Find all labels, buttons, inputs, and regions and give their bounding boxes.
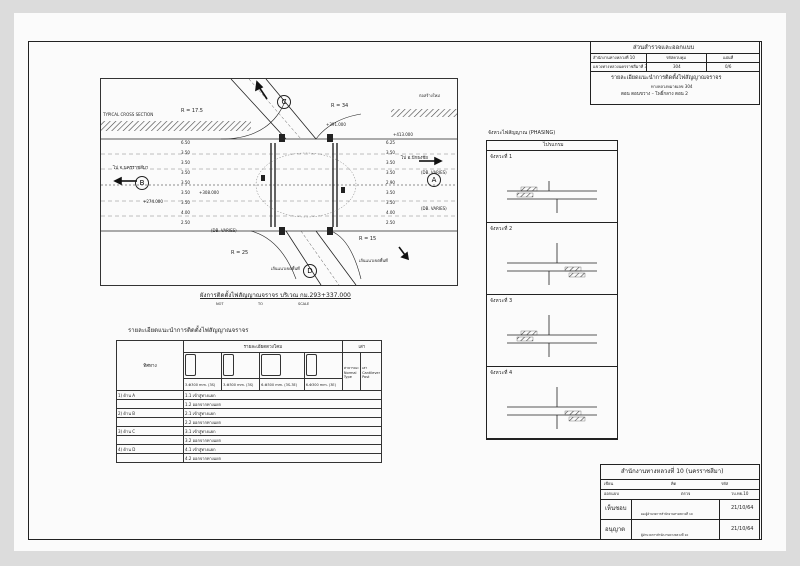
signal-table-head: ทิศทาง: [117, 341, 184, 391]
signal-row-movement: 2.2 ออกจากทางแยก: [184, 418, 382, 427]
plan-caption: ผังการติดตั้งไฟสัญญาณจราจร บริเวณ กม.293+337.000: [200, 292, 351, 299]
signal-row-movement: 1.2 ออกจากทางแยก: [184, 400, 382, 409]
pole-type: เสา Cantilever Post: [361, 353, 382, 391]
lane-width-label: 4.00: [181, 210, 190, 215]
lane-width-label: 3.50: [181, 170, 190, 175]
approval-approve-sub: ผอ.ผู้อำนวยการสำนักงานทางหลวงที่ 10: [641, 512, 693, 516]
lane-width-label: 3.50: [181, 150, 190, 155]
approval-block: [600, 464, 760, 540]
title-block-cell: แผ่นที่: [723, 55, 734, 60]
phase-cell: [487, 223, 617, 295]
intersection-plan: [100, 78, 458, 286]
signal-table-row: [117, 391, 382, 400]
title-block: [590, 41, 760, 105]
signal-row-movement: 4.2 ออกจากทางแยก: [184, 454, 382, 463]
signal-table-title: รายละเอียดแนะนำการติดตั้งไฟสัญญาณจราจร: [128, 327, 249, 334]
title-block-cell: แขวงทางหลวงนครราชสีมาที่ 3: [593, 64, 648, 69]
approval-office: สำนักงานทางหลวงที่ 10 (นครราชสีมา): [621, 468, 724, 475]
phase-cell: [487, 295, 617, 367]
cross-section-label: TYPICAL CROSS SECTION: [103, 112, 154, 117]
title-block-line2: ทางหลวงหมายเลข 304: [651, 84, 693, 89]
signal-table: [116, 340, 382, 463]
signal-row-dir: 2) ด้าน B: [117, 409, 184, 418]
phase-label: จังหวะที่ 4: [490, 370, 513, 376]
signal-head-icon: [306, 354, 317, 376]
lane-width-label: 3.50: [386, 200, 395, 205]
lane-width-label: 3.50: [181, 180, 190, 185]
signal-row-movement: 2.1 เข้าสู่ทางแยก: [184, 409, 382, 418]
approval-key: เขียน: [604, 481, 614, 486]
lane-width-label: 3.50: [181, 200, 190, 205]
title-block-cell: 0/6: [725, 64, 732, 69]
signal-table-group2: เสา: [342, 341, 381, 353]
plan-note: (DB. VARIES): [421, 170, 447, 175]
phase-diagram: [487, 223, 617, 295]
approval-date: 21/10/64: [731, 505, 754, 511]
label-b: B: [135, 176, 149, 190]
title-block-line3: ตอน ดอนขวาง – โพธิ์กลาง ตอน 2: [621, 92, 689, 97]
signal-row-blank: [117, 400, 184, 409]
signal-table-row: [117, 400, 382, 409]
signal-row-dir: 3) ด้าน C: [117, 427, 184, 436]
radius-label: R = 15: [359, 236, 377, 242]
approval-key: คิด: [671, 481, 677, 486]
phasing-table: [486, 140, 618, 440]
lane-width-label: 2.50: [386, 220, 395, 225]
approval-date: 21/10/64: [731, 526, 754, 532]
signal-row-blank: [117, 436, 184, 445]
station-label: +308.000: [199, 190, 219, 195]
lane-width-label: 3.50: [181, 160, 190, 165]
signal-row-dir: 1) ด้าน A: [117, 391, 184, 400]
head-size: 3-Φ300 mm. (3S): [222, 379, 260, 391]
signal-table-row: [117, 436, 382, 445]
plan-note: (DB. VARIES): [211, 228, 237, 233]
title-block-cell: 304: [673, 64, 681, 69]
signal-table-group1: รายละเอียดดวงโคม: [184, 341, 343, 353]
approval-authorize-sub: ผู้อำนวยการสำนักงานทางหลวงที่ 10: [641, 533, 689, 537]
approval-key: ตรวจ: [681, 491, 691, 496]
signal-table-row: [117, 427, 382, 436]
head-size: 6-Φ300 mm. (3S-3E): [260, 379, 305, 391]
head-size: 3-Φ300 mm. (3S): [184, 379, 222, 391]
lane-width-label: 2.50: [181, 220, 190, 225]
radius-label: R = 34: [331, 103, 349, 109]
direction-label-left: ไป จ.นครราชสีมา: [113, 166, 149, 171]
phase-cell: [487, 151, 617, 223]
lane-width-label: 6.25: [386, 140, 395, 145]
radius-label: R = 17.5: [181, 108, 203, 114]
lane-width-label: 3.50: [386, 150, 395, 155]
phase-diagram: [487, 295, 617, 367]
approval-approve: เห็นชอบ: [605, 505, 627, 512]
signal-row-movement: 4.1 เข้าสู่ทางแยก: [184, 445, 382, 454]
scale-note: SCALE: [298, 302, 310, 306]
signal-head-icon: [223, 354, 234, 376]
lane-width-label: 3.50: [386, 170, 395, 175]
signal-head-icon: [185, 354, 196, 376]
title-block-header: ส่วนสำรวจและออกแบบ: [633, 44, 695, 51]
phasing-col-header: ไปรแกรม: [543, 142, 564, 148]
pole-type: สาธารณะ Normal Type: [342, 353, 360, 391]
scale-note: NOT: [216, 302, 224, 306]
signal-row-dir: 4) ด้าน D: [117, 445, 184, 454]
plan-note: (DB. VARIES): [421, 206, 447, 211]
plan-drawing: [101, 79, 457, 285]
signal-row-movement: 3.2 ออกจากทางแยก: [184, 436, 382, 445]
scale-note: TO: [258, 302, 263, 306]
lane-width-label: 6.50: [181, 140, 190, 145]
plan-note: ก่อสร้างใหม่: [419, 93, 440, 98]
radius-label: R = 25: [231, 250, 249, 256]
lane-width-label: 3.50: [181, 190, 190, 195]
signal-table-row: [117, 454, 382, 463]
title-block-cell: รหัสควบคุม: [666, 55, 686, 60]
signal-row-blank: [117, 418, 184, 427]
label-c: C: [277, 95, 291, 109]
lane-width-label: 4.00: [386, 210, 395, 215]
phasing-title: จังหวะไฟสัญญาณ (PHASING): [488, 130, 556, 136]
approval-key: วบ.ทย.10: [731, 491, 749, 496]
approval-authorize: อนุญาต: [605, 526, 626, 533]
direction-label-right: ไป อ.ปักธงชัย: [401, 156, 428, 161]
station-label: +413.000: [393, 132, 413, 137]
title-block-line1: รายละเอียดแนะนำการติดตั้งไฟสัญญาณจราจร: [611, 75, 722, 81]
signal-row-movement: 3.1 เข้าสู่ทางแยก: [184, 427, 382, 436]
lane-width-label: 3.50: [386, 190, 395, 195]
plan-note: เส้นแนวเขตพื้นที่: [271, 266, 300, 271]
label-d: D: [303, 264, 317, 278]
lane-width-label: 3.50: [386, 160, 395, 165]
signal-head-icon: [261, 354, 281, 376]
phase-diagram: [487, 151, 617, 223]
approval-key: รหัส: [721, 481, 729, 486]
phase-cell: [487, 367, 617, 439]
title-block-cell: สำนักงานทางหลวงที่ 10: [593, 55, 635, 60]
phase-label: จังหวะที่ 3: [490, 298, 513, 304]
label-a: A: [427, 173, 441, 187]
head-size: 6-Φ300 mm. (3E): [304, 379, 342, 391]
station-label: +274.000: [143, 199, 163, 204]
lane-width-label: 2.90: [386, 180, 395, 185]
plan-note: เส้นแนวเขตพื้นที่: [359, 258, 388, 263]
signal-row-movement: 1.1 เข้าสู่ทางแยก: [184, 391, 382, 400]
phase-diagram: [487, 367, 617, 439]
signal-table-row: [117, 409, 382, 418]
signal-table-row: [117, 445, 382, 454]
phase-label: จังหวะที่ 1: [490, 154, 513, 160]
station-label: +391.000: [326, 122, 346, 127]
phase-label: จังหวะที่ 2: [490, 226, 513, 232]
signal-table-row: [117, 418, 382, 427]
approval-key: ออกแบบ: [604, 491, 619, 496]
signal-row-blank: [117, 454, 184, 463]
